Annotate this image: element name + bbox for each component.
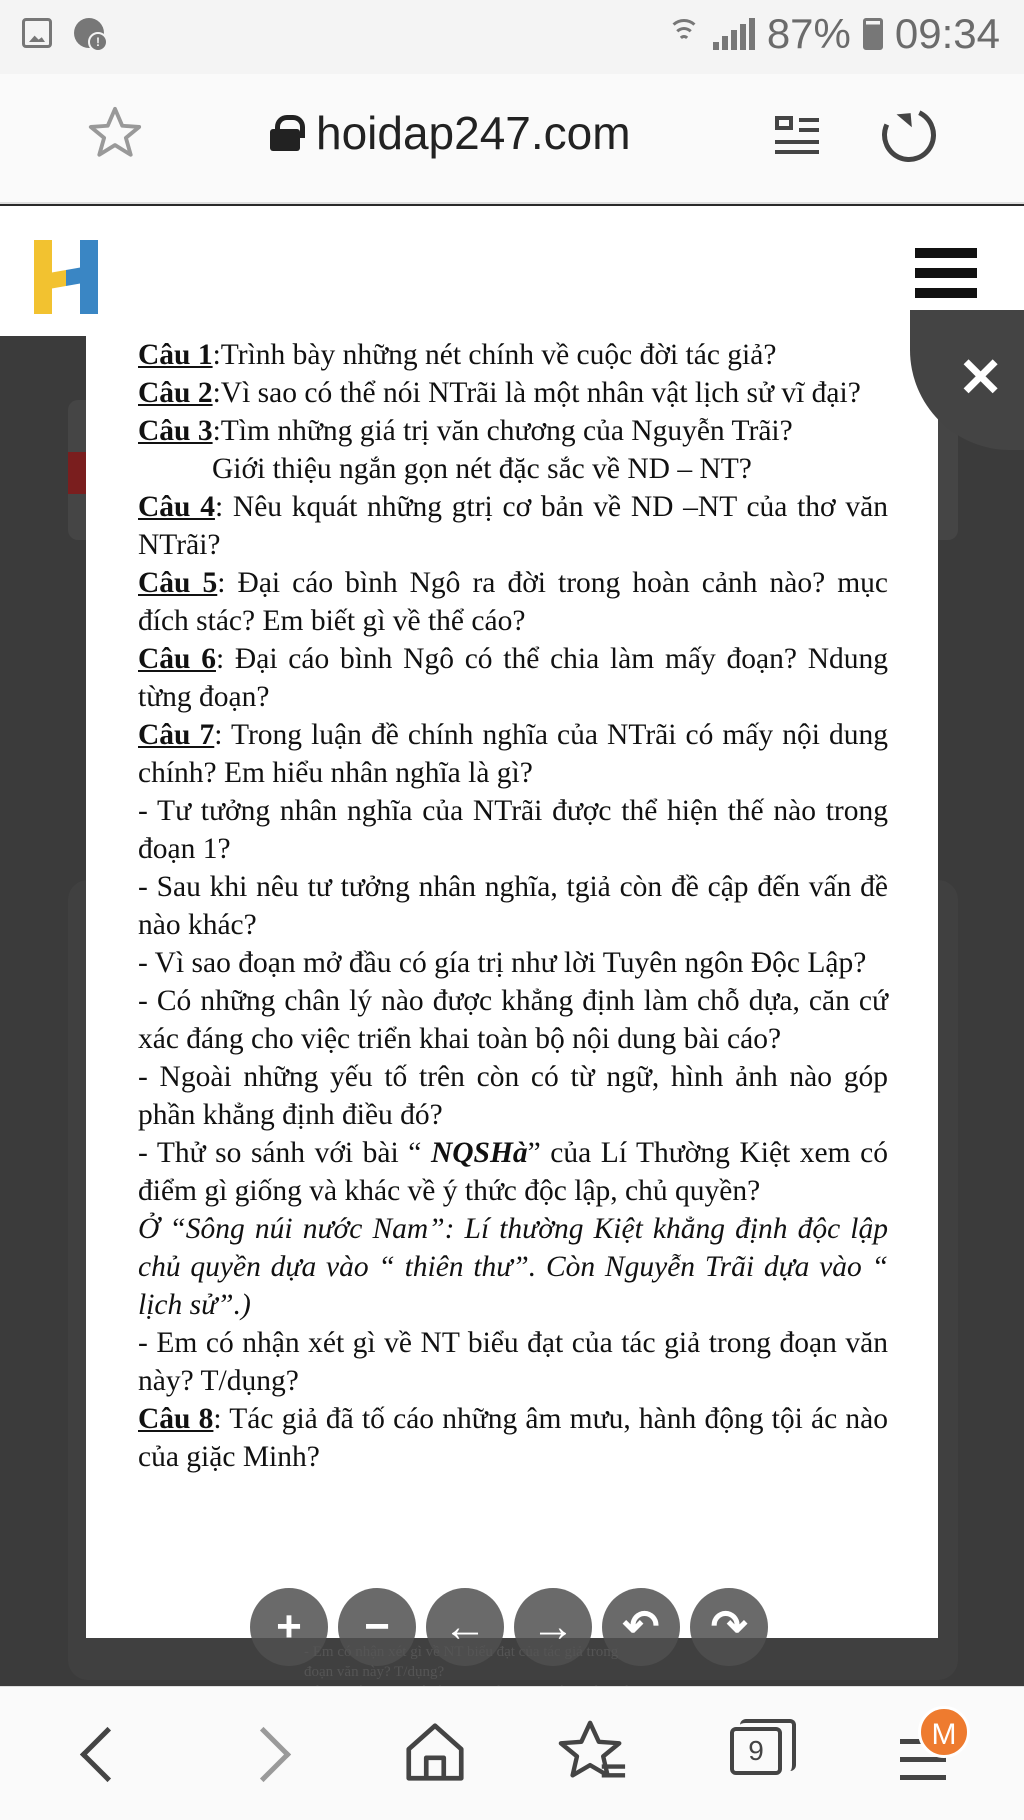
doc-line: Giới thiệu ngắn gọn nét đặc sắc về ND – NT? [212, 453, 752, 485]
cloud-alert-icon [74, 18, 104, 48]
gallery-notification-icon [22, 18, 52, 48]
doc-line: - Vì sao đoạn mở đầu có gía trị như lời Tuyên ngôn Độc Lập? [138, 947, 867, 979]
bookmarks-icon[interactable] [558, 1717, 628, 1787]
background-accent [68, 452, 88, 494]
reader-mode-icon[interactable] [775, 116, 819, 156]
battery-icon [863, 18, 883, 50]
doc-line: - Sau khi nêu tư tưởng nhân nghĩa, tgiả còn đề cập đến vấn đề nào khác? [138, 871, 888, 941]
clock: 09:34 [894, 10, 1000, 57]
lock-icon [270, 115, 300, 151]
reload-icon[interactable] [874, 100, 943, 169]
site-logo[interactable] [34, 240, 98, 314]
doc-line: Câu 6: Đại cáo bình Ngô có thể chia làm mấy đoạn? Ndung từng đoạn? [138, 643, 888, 713]
doc-line: Câu 4: Nêu kquát những gtrị cơ bản về ND –NT của thơ văn NTrãi? [138, 491, 888, 561]
document-image [138, 336, 888, 1476]
signal-icon [713, 18, 755, 50]
browser-bottom-nav [0, 1686, 1024, 1820]
wifi-icon [667, 19, 701, 49]
site-header [0, 206, 1024, 336]
battery-percent: 87% [766, 10, 851, 57]
doc-line: Câu 7: Trong luận đề chính nghĩa của NTrãi có mấy nội dung chính? Em hiểu nhân nghĩa là gì? [138, 719, 888, 789]
doc-line: Câu 8: Tác giả đã tố cáo những âm mưu, hành động tội ác nào của giặc Minh? [138, 1403, 888, 1473]
doc-line: - Có những chân lý nào được khẳng định làm chỗ dựa, căn cứ xác đáng cho việc triển khai toàn bộ nội dung bài cáo? [138, 985, 888, 1055]
bookmark-star-icon[interactable] [86, 104, 144, 162]
back-icon[interactable] [66, 1717, 136, 1787]
doc-line: - Ngoài những yếu tố trên còn có từ ngữ, hình ảnh nào góp phần khẳng định điều đó? [138, 1061, 888, 1131]
doc-line: Câu 1:Trình bày những nét chính về cuộc đời tác giả? [138, 339, 777, 371]
doc-line: - Thử so sánh với bài “ NQSHà” của Lí Thường Kiệt xem có điểm gì giống và khác về ý thức độc lập, chủ quyền? [138, 1137, 888, 1207]
zoom-in-button[interactable]: + [250, 1588, 328, 1666]
doc-line: - Tư tưởng nhân nghĩa của NTrãi được thể hiện thế nào trong đoạn 1? [138, 795, 888, 865]
close-icon: ✕ [958, 348, 1004, 408]
doc-line: Câu 5: Đại cáo bình Ngô ra đời trong hoàn cảnh nào? mục đích stác? Em biết gì về thể cáo? [138, 567, 888, 637]
url-text: hoidap247.com [316, 107, 631, 159]
tabs-count: 9 [748, 1735, 764, 1766]
hamburger-menu-icon[interactable] [915, 248, 977, 298]
browser-url-bar [0, 74, 1024, 204]
thumbnail-preview-text: - Em có nhận xét gì về NT biểu đạt của tác giả trong đoạn văn này? T/dụng? [304, 1644, 619, 1680]
zoom-out-button[interactable]: − [338, 1588, 416, 1666]
doc-line: - Em có nhận xét gì về NT biểu đạt của tác giả trong đoạn văn này? T/dụng? [138, 1327, 888, 1397]
image-viewer[interactable] [86, 336, 938, 1638]
doc-line: Câu 3:Tìm những giá trị văn chương của Nguyễn Trãi? [138, 415, 793, 447]
rotate-right-button[interactable]: ↷ [690, 1588, 768, 1666]
next-button[interactable]: → [514, 1588, 592, 1666]
address-field[interactable] [270, 106, 631, 160]
tabs-icon[interactable] [724, 1717, 794, 1787]
previous-button[interactable]: ← [426, 1588, 504, 1666]
account-badge[interactable]: M [918, 1706, 970, 1758]
doc-line: Câu 2:Vì sao có thể nói NTrãi là một nhân vật lịch sử vĩ đại? [138, 377, 861, 409]
home-icon[interactable] [400, 1717, 470, 1787]
forward-icon[interactable] [236, 1717, 306, 1787]
status-bar [0, 0, 1024, 74]
rotate-left-button[interactable]: ↶ [602, 1588, 680, 1666]
doc-line: Ở “Sông núi nước Nam”: Lí thường Kiệt khẳng định độc lập chủ quyền dựa vào “ thiên thư”. Còn Nguyễn Trãi dựa vào “ lịch sử”.) [138, 1213, 888, 1321]
